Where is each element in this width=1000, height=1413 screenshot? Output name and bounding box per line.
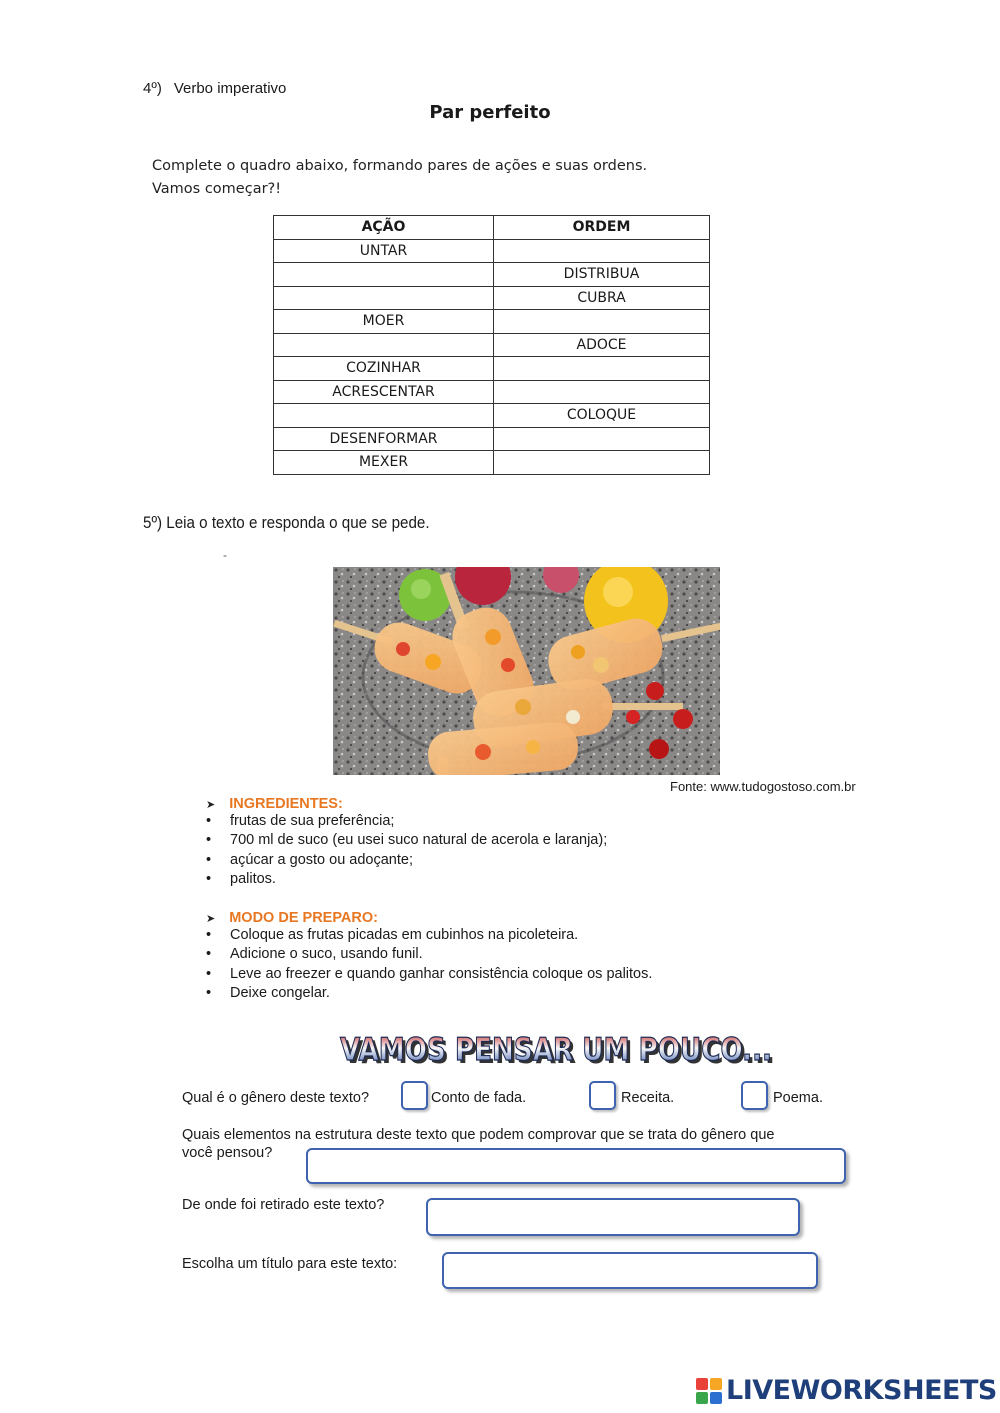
q4-label: Verbo imperativo <box>173 80 287 97</box>
banner-wordart <box>338 1022 778 1072</box>
option-checkbox-poema[interactable] <box>741 1081 768 1110</box>
preparo-list <box>206 926 652 1004</box>
list-item: • Adicione o suco, usando funil. <box>206 945 652 964</box>
arrow-icon: ➤ <box>206 913 216 925</box>
q4-instruction <box>152 155 647 201</box>
ordem-cell[interactable] <box>494 357 710 381</box>
table-row <box>274 357 710 381</box>
instruction-line-2: Vamos começar?! <box>152 181 282 197</box>
ordem-cell: DISTRIBUA <box>494 263 710 287</box>
list-item: • 700 ml de suco (eu usei suco natural de acerola e laranja); <box>206 831 607 850</box>
option-label-poema: Poema. <box>773 1090 823 1106</box>
popsicles-image <box>333 567 720 775</box>
option-checkbox-conto[interactable] <box>401 1081 428 1110</box>
ordem-cell: ADOCE <box>494 333 710 357</box>
table-row <box>274 451 710 475</box>
option-label-receita: Receita. <box>621 1090 675 1106</box>
acao-cell[interactable] <box>274 286 494 310</box>
ordem-cell: COLOQUE <box>494 404 710 428</box>
arrow-icon: ➤ <box>206 799 216 811</box>
acao-cell: ACRESCENTAR <box>274 380 494 404</box>
banner-shadow: VAMOS PENSAR UM POUCO... <box>343 1035 775 1071</box>
logo-grid-icon <box>696 1378 722 1404</box>
source-caption: Fonte: www.tudogostoso.com.br <box>670 779 856 794</box>
table-row <box>274 263 710 287</box>
instruction-line-1: Complete o quadro abaixo, formando pares de ações e suas ordens. <box>152 158 648 174</box>
ordem-cell[interactable] <box>494 427 710 451</box>
table-row <box>274 310 710 334</box>
option-label-conto: Conto de fada. <box>431 1090 527 1106</box>
list-item: • Deixe congelar. <box>206 984 652 1003</box>
acao-cell[interactable] <box>274 263 494 287</box>
origin-answer-field[interactable] <box>426 1198 800 1236</box>
acao-cell: COZINHAR <box>274 357 494 381</box>
ingredients-heading <box>206 796 607 812</box>
header-ordem: ORDEM <box>494 216 710 240</box>
ordem-cell[interactable] <box>494 451 710 475</box>
table-row <box>274 427 710 451</box>
origin-question: De onde foi retirado este texto? <box>182 1197 385 1213</box>
q5-heading: 5º) Leia o texto e responda o que se pede. <box>143 514 430 532</box>
q4-heading <box>143 80 286 97</box>
ordem-cell[interactable] <box>494 380 710 404</box>
acao-cell: DESENFORMAR <box>274 427 494 451</box>
acao-cell: MOER <box>274 310 494 334</box>
ordem-cell[interactable] <box>494 310 710 334</box>
elements-question-line-1: Quais elementos na estrutura deste texto que podem comprovar que se trata do gênero que <box>182 1127 775 1143</box>
table-row <box>274 286 710 310</box>
elements-question-line-2: você pensou? <box>182 1145 273 1161</box>
elements-answer-field[interactable] <box>306 1148 846 1184</box>
ingredients-title: INGREDIENTES: <box>229 796 343 812</box>
list-item: • palitos. <box>206 870 607 889</box>
pairs-table <box>273 215 710 475</box>
brand-name: LIVEWORKSHEETS <box>726 1375 997 1406</box>
ingredients-section <box>206 796 607 890</box>
title-question: Escolha um título para este texto: <box>182 1256 398 1272</box>
preparo-title: MODO DE PREPARO: <box>229 910 378 926</box>
preparo-section <box>206 910 652 1004</box>
ordem-cell: CUBRA <box>494 286 710 310</box>
table-row <box>274 404 710 428</box>
acao-cell: UNTAR <box>274 239 494 263</box>
recipe-photo <box>333 567 720 775</box>
stray-mark: - <box>223 548 227 562</box>
table-row <box>274 380 710 404</box>
ordem-cell[interactable] <box>494 239 710 263</box>
acao-cell: MEXER <box>274 451 494 475</box>
banner-text: VAMOS PENSAR UM POUCO... <box>340 1032 772 1068</box>
think-banner <box>338 1022 778 1072</box>
genre-question: Qual é o gênero deste texto? <box>182 1090 370 1106</box>
page-title: Par perfeito <box>429 102 551 123</box>
q4-number: 4º) <box>143 80 162 97</box>
list-item: • açúcar a gosto ou adoçante; <box>206 851 607 870</box>
ingredients-list <box>206 812 607 890</box>
header-acao: AÇÃO <box>274 216 494 240</box>
liveworksheets-logo <box>696 1378 722 1408</box>
acao-cell[interactable] <box>274 404 494 428</box>
list-item: • frutas de sua preferência; <box>206 812 607 831</box>
table-row <box>274 333 710 357</box>
table-row <box>274 239 710 263</box>
acao-cell[interactable] <box>274 333 494 357</box>
list-item: • Coloque as frutas picadas em cubinhos na picoleteira. <box>206 926 652 945</box>
title-answer-field[interactable] <box>442 1252 818 1289</box>
list-item: • Leve ao freezer e quando ganhar consistência coloque os palitos. <box>206 965 652 984</box>
preparo-heading <box>206 910 652 926</box>
option-checkbox-receita[interactable] <box>589 1081 616 1110</box>
